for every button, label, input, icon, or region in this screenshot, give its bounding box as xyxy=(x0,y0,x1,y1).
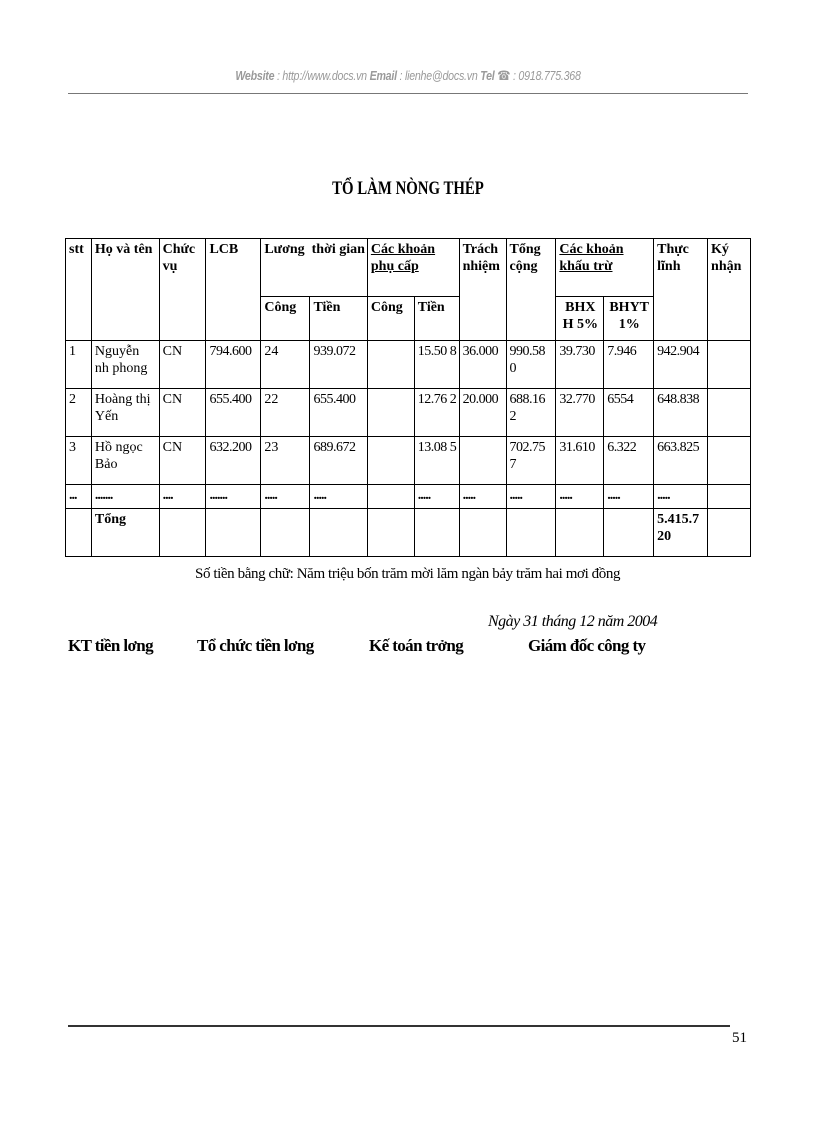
cell-lcb: 655.400 xyxy=(206,389,261,437)
cell-bhxh: 39.730 xyxy=(556,341,604,389)
subheader-cong: Công xyxy=(261,297,310,341)
email-value: : lienhe@docs.vn xyxy=(396,68,481,83)
cell-sign xyxy=(708,389,751,437)
tel-value: ☎ : 0918.775.368 xyxy=(494,68,581,83)
cell-bhyt: 6.322 xyxy=(604,437,654,485)
payroll-table xyxy=(65,238,751,557)
cell-responsibility: ..... xyxy=(459,485,506,509)
cell-name: ....... xyxy=(91,485,159,509)
cell-tien: 939.072 xyxy=(310,341,367,389)
cell-stt: 2 xyxy=(66,389,92,437)
cell-net: ..... xyxy=(654,485,708,509)
header-net: Thực lĩnh xyxy=(654,239,708,341)
cell-bhxh: 31.610 xyxy=(556,437,604,485)
signature-tochuc: Tổ chức tiền lơng xyxy=(197,636,314,655)
cell-total: ..... xyxy=(506,485,556,509)
cell-sign xyxy=(708,341,751,389)
signature-giamdoc: Giám đốc công ty xyxy=(528,636,646,655)
website-label: Website xyxy=(235,68,275,83)
header-total: Tổng cộng xyxy=(506,239,556,341)
cell-name: Hồ ngọc Bảo xyxy=(91,437,159,485)
subheader-tien: Tiền xyxy=(310,297,367,341)
subheader-bhxh: BHX H 5% xyxy=(556,297,604,341)
cell-total: 688.16 2 xyxy=(506,389,556,437)
header-lcb: LCB xyxy=(206,239,261,341)
signature-ketoan: Kế toán trởng xyxy=(369,636,464,655)
cell-position: CN xyxy=(159,437,206,485)
cell-stt: ... xyxy=(66,485,92,509)
header-time-wage: Lương thời gian xyxy=(261,239,368,297)
cell-net: 648.838 xyxy=(654,389,708,437)
cell-net: 942.904 xyxy=(654,341,708,389)
cell-allowance-tien: 13.08 5 xyxy=(414,437,459,485)
cell-responsibility: 36.000 xyxy=(459,341,506,389)
cell-allowance-tien: ..... xyxy=(414,485,459,509)
email-label: Email xyxy=(369,68,397,83)
cell-bhyt: ..... xyxy=(604,485,654,509)
page-number: 51 xyxy=(732,1030,747,1046)
header-responsibility: Trách nhiệm xyxy=(459,239,506,341)
cell-allowance-cong xyxy=(367,389,414,437)
cell-bhxh: ..... xyxy=(556,485,604,509)
table-header-row xyxy=(66,239,751,297)
amount-in-words: Số tiền bằng chữ: Năm triệu bốn trăm mời lăm ngàn bảy trăm hai mơi đồng xyxy=(195,566,621,582)
total-row xyxy=(66,509,751,557)
cell-tien: 655.400 xyxy=(310,389,367,437)
cell-tien: 689.672 xyxy=(310,437,367,485)
cell-name: Hoàng thị Yến xyxy=(91,389,159,437)
cell-position: CN xyxy=(159,341,206,389)
cell-allowance-cong xyxy=(367,341,414,389)
cell-name: Nguyễn nh phong xyxy=(91,341,159,389)
cell-sign xyxy=(708,437,751,485)
website-value: : http://www.docs.vn xyxy=(274,68,370,83)
header-deductions: Các khoản khấu trừ xyxy=(556,239,654,297)
cell-bhxh: 32.770 xyxy=(556,389,604,437)
table-row xyxy=(66,341,751,389)
cell-position: CN xyxy=(159,389,206,437)
subheader-cong-allowance: Công xyxy=(367,297,414,341)
page-header xyxy=(73,68,742,84)
total-net: 5.415.7 20 xyxy=(654,509,708,557)
cell-net: 663.825 xyxy=(654,437,708,485)
subheader-bhyt: BHYT 1% xyxy=(604,297,654,341)
cell-lcb: 794.600 xyxy=(206,341,261,389)
header-stt: stt xyxy=(66,239,92,341)
cell-cong: 22 xyxy=(261,389,310,437)
cell-total: 990.58 0 xyxy=(506,341,556,389)
cell-bhyt: 6554 xyxy=(604,389,654,437)
date-line: Ngày 31 tháng 12 năm 2004 xyxy=(488,613,658,630)
cell-stt: 3 xyxy=(66,437,92,485)
header-name: Họ và tên xyxy=(91,239,159,341)
cell-sign xyxy=(708,485,751,509)
cell-lcb: 632.200 xyxy=(206,437,261,485)
header-position: Chức vụ xyxy=(159,239,206,341)
cell-position: .... xyxy=(159,485,206,509)
cell-allowance-cong xyxy=(367,485,414,509)
cell-responsibility: 20.000 xyxy=(459,389,506,437)
table-row xyxy=(66,389,751,437)
cell-allowance-tien: 15.50 8 xyxy=(414,341,459,389)
cell-allowance-cong xyxy=(367,437,414,485)
footer-divider xyxy=(68,1025,730,1027)
cell-responsibility xyxy=(459,437,506,485)
header-allowance: Các khoản phụ cấp xyxy=(367,239,459,297)
cell-bhyt: 7.946 xyxy=(604,341,654,389)
header-divider xyxy=(68,93,748,94)
cell-cong: 23 xyxy=(261,437,310,485)
cell-tien: ..... xyxy=(310,485,367,509)
cell-cong: 24 xyxy=(261,341,310,389)
total-label: Tổng xyxy=(91,509,159,557)
cell-lcb: ....... xyxy=(206,485,261,509)
table-row xyxy=(66,485,751,509)
cell-total: 702.75 7 xyxy=(506,437,556,485)
header-sign: Ký nhận xyxy=(708,239,751,341)
cell-cong: ..... xyxy=(261,485,310,509)
subheader-tien-allowance: Tiền xyxy=(414,297,459,341)
document-title: TỔ LÀM NÒNG THÉP xyxy=(332,178,484,199)
cell-allowance-tien: 12.76 2 xyxy=(414,389,459,437)
signature-kt: KT tiền lơng xyxy=(68,636,154,655)
tel-label: Tel xyxy=(480,68,495,83)
cell-stt: 1 xyxy=(66,341,92,389)
table-row xyxy=(66,437,751,485)
